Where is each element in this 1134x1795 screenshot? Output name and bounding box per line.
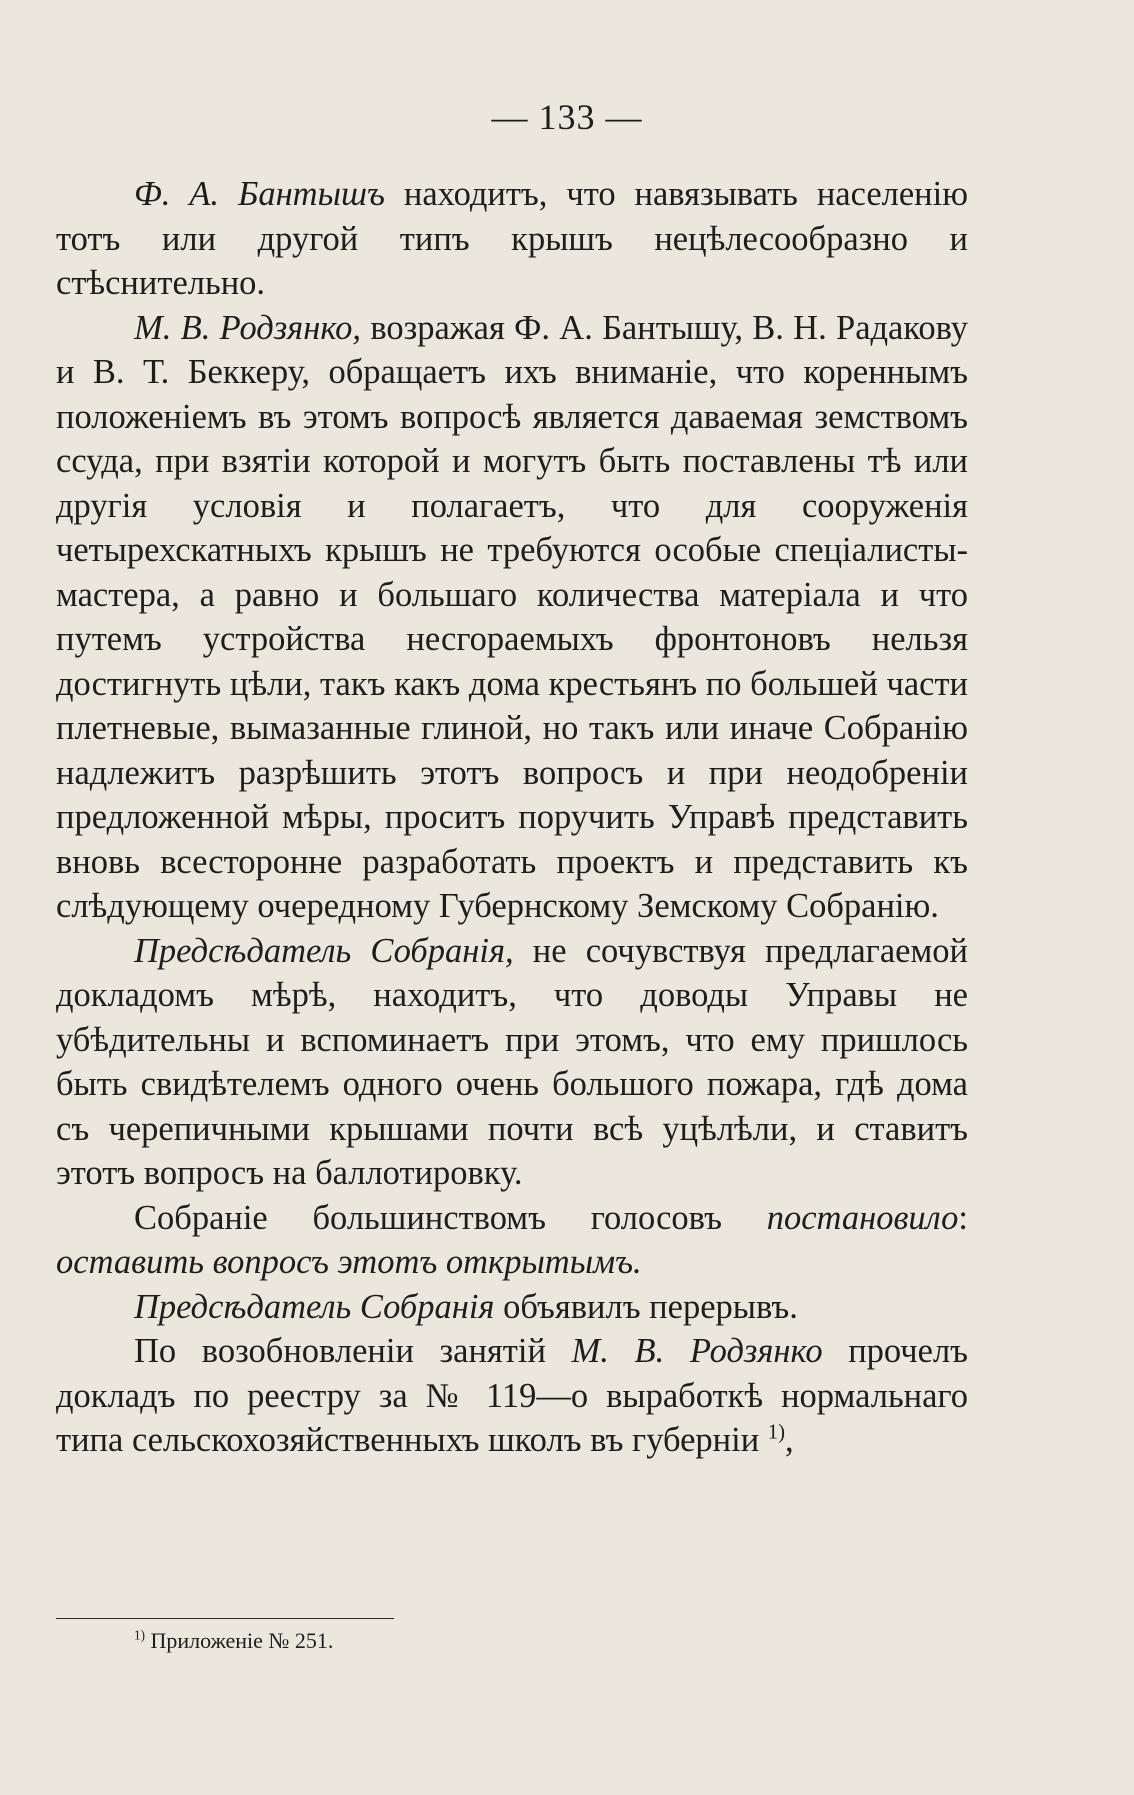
paragraph-text: , xyxy=(785,1421,794,1459)
paragraph-resolution xyxy=(56,1196,968,1285)
resolution-verb: постановило xyxy=(766,1198,959,1237)
paragraph-report xyxy=(56,1329,968,1463)
paragraph-text: По возобновленіи занятій xyxy=(134,1332,572,1370)
paragraph-text: Собраніе большинствомъ голосовъ xyxy=(134,1198,767,1237)
paragraph-text: находитъ, что навязывать населенію тотъ или другой типъ крышъ нецѣлесообразно и стѣснительно. xyxy=(56,175,968,302)
speaker-name: М. В. Родзянко, xyxy=(134,308,362,347)
paragraph-bantysh xyxy=(56,172,968,306)
paragraph-text: прочелъ докладъ по реестру за № 119—о выработкѣ нормальнаго типа сельскохозяйственныхъ школъ въ губерніи xyxy=(56,1332,968,1459)
paragraph-text: возражая Ф. А. Бантышу, В. Н. Радакову и В. Т. Беккеру, обращаетъ ихъ вниманіе, что кореннымъ положеніемъ въ этомъ вопросѣ является даваемая земствомъ ссуда, при взятіи которой и могутъ быть поставлены тѣ или другія условія и полагаетъ, что для сооруженія четырехскатныхъ крышъ не требуются особые спеціалисты-мастера, а равно и большаго количества матеріала и что путемъ устройства несгораемыхъ фронтоновъ нельзя достигнуть цѣли, такъ какъ дома крестьянъ по большей части плетневые, вымазанные глиной, но такъ или иначе Собранію надлежитъ разрѣшить этотъ вопросъ и при неодобреніи предложенной мѣры, проситъ поручить Управѣ представить вновь всесторонне разработать проектъ и представить къ слѣдующему очередному Губернскому Земскому Собранію. xyxy=(56,308,968,925)
paragraph-chairman xyxy=(56,929,968,1196)
footnote xyxy=(134,1626,834,1656)
footnote-divider xyxy=(56,1618,394,1619)
paragraph-rodzianko xyxy=(56,306,968,929)
footnote-marker: 1) xyxy=(134,1627,145,1643)
paragraph-break xyxy=(56,1285,968,1330)
body-text xyxy=(56,172,968,1463)
paragraph-text: не сочувствуя предлагаемой докладомъ мѣрѣ, находитъ, что доводы Управы не убѣдительны и вспоминаетъ при этомъ, что ему пришлось быть свидѣтелемъ одного очень большого пожара, гдѣ дома съ черепичными крышами почти всѣ уцѣлѣли, и ставитъ этотъ вопросъ на баллотировку. xyxy=(56,931,969,1192)
speaker-name: Ф. А. Бантышъ xyxy=(134,175,385,213)
speaker-name: Предсѣдатель Собранія xyxy=(134,1287,495,1326)
speaker-name: М. В. Родзянко xyxy=(571,1332,823,1370)
page-number: — 133 — xyxy=(491,97,643,137)
footnote-reference: 1) xyxy=(767,1421,786,1444)
footnote-text: Приложеніе № 251. xyxy=(145,1628,334,1653)
paragraph-text: : xyxy=(958,1198,968,1237)
speaker-name: Предсѣдатель Собранія, xyxy=(134,931,514,970)
paragraph-text: объявилъ перерывъ. xyxy=(494,1287,798,1326)
resolution-text: оставить вопросъ этотъ открытымъ. xyxy=(56,1243,642,1281)
